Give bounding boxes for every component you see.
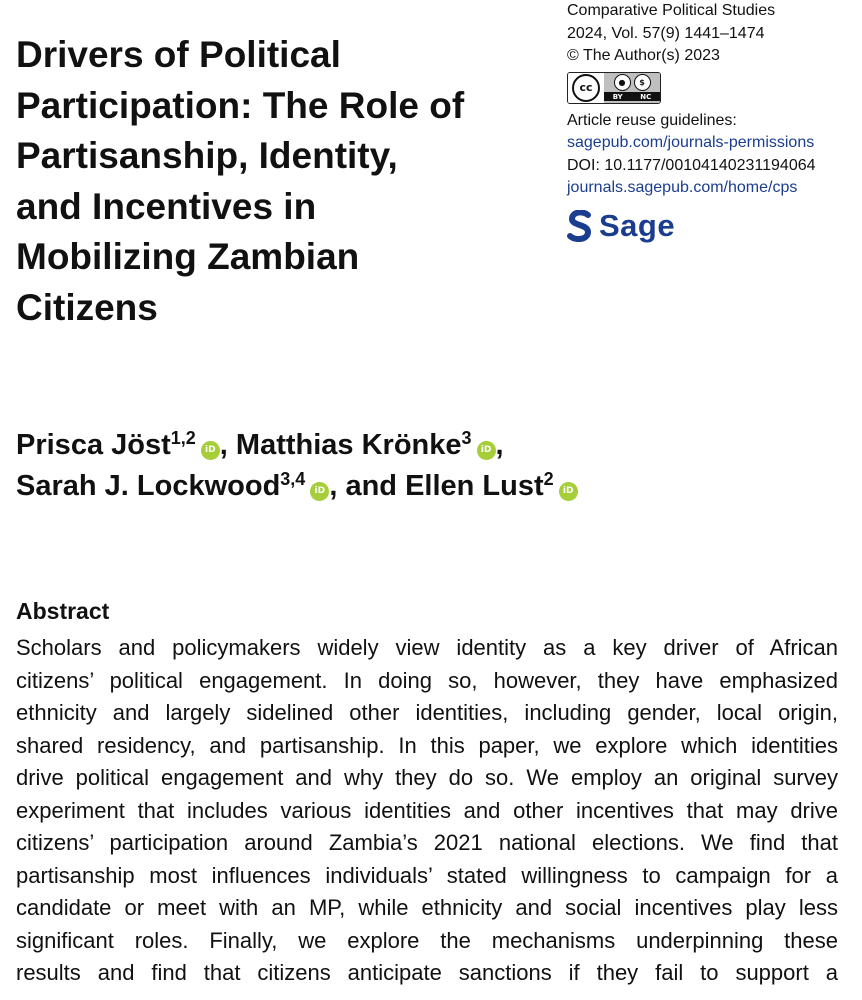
volume-info: 2024, Vol. 57(9) 1441–1474: [567, 24, 765, 42]
nc-dollar-icon: $: [634, 74, 651, 91]
by-label: BY: [612, 92, 623, 101]
author-separator: ,: [495, 429, 504, 461]
abstract-line: ethnicity and largely sidelined other identities, including gender, local origin,: [16, 700, 838, 725]
sage-wordmark: Sage: [599, 207, 676, 243]
abstract-line: Scholars and policymakers widely view identity as a key driver of African: [16, 635, 838, 660]
orcid-icon[interactable]: iD: [477, 441, 496, 460]
journal-info: [567, 0, 857, 244]
orcid-icon[interactable]: iD: [310, 482, 329, 501]
reuse-label: Article reuse guidelines:: [567, 111, 737, 129]
permissions-link[interactable]: sagepub.com/journals-permissions: [567, 134, 815, 151]
abstract-line: candidate or meet with an MP, while ethnicity and social incentives play less: [16, 895, 838, 920]
abstract-heading: Abstract: [16, 598, 110, 624]
abstract-line: drive political engagement and why they do so. We employ an original survey: [16, 765, 838, 790]
journal-home-link[interactable]: journals.sagepub.com/home/cps: [567, 179, 798, 196]
title-line: Participation: The Role of: [16, 84, 465, 126]
by-person-icon: ●: [614, 74, 631, 91]
abstract-line: partisanship most influences individuals’ stated willingness to campaign for a: [16, 862, 838, 888]
abstract-line: citizens’ participation around Zambia’s 2021 national elections. We find that: [16, 830, 838, 855]
author-affiliation: 1,2: [170, 428, 196, 448]
author-separator: , and: [329, 470, 406, 502]
author-affiliation: 2: [543, 469, 554, 489]
abstract-line: significant roles. Finally, we explore the mechanisms underpinning these: [16, 927, 838, 953]
author-separator: ,: [219, 429, 236, 461]
title-line: and Incentives in: [16, 185, 317, 227]
journal-name: Comparative Political Studies: [567, 2, 776, 19]
title-line: Mobilizing Zambian: [16, 236, 360, 277]
title-line: Citizens: [16, 286, 158, 328]
author-affiliation: 3: [461, 428, 472, 448]
orcid-icon[interactable]: iD: [559, 482, 578, 501]
author-list: [16, 425, 846, 507]
title-line: Partisanship, Identity,: [16, 135, 398, 176]
abstract-line: citizens’ political engagement. In doing so, however, they have emphasized: [16, 667, 838, 693]
sage-logo[interactable]: [567, 208, 857, 244]
abstract-line: shared residency, and partisanship. In this paper, we explore which identities: [16, 732, 838, 758]
title-line: Drivers of Political: [16, 34, 341, 75]
doi: DOI: 10.1177/00104140231194064: [567, 156, 816, 174]
author-name: Matthias Krönke: [235, 429, 462, 461]
author-line: [16, 466, 846, 507]
abstract-line: results and find that citizens anticipate sanctions if they fail to support a: [16, 960, 838, 985]
author-line: [16, 425, 846, 466]
orcid-icon[interactable]: iD: [201, 441, 220, 460]
author-name: Sarah J. Lockwood: [16, 470, 281, 502]
article-title: [16, 30, 556, 333]
nc-label: NC: [640, 92, 652, 101]
author-name: Prisca Jöst: [16, 429, 171, 461]
author-name: Ellen Lust: [405, 470, 544, 502]
cc-license-badge[interactable]: [567, 72, 661, 104]
abstract-body: [16, 632, 838, 990]
sage-s-icon: [567, 210, 593, 242]
cc-icon: cc: [572, 74, 600, 102]
copyright: © The Author(s) 2023: [567, 47, 720, 64]
author-affiliation: 3,4: [280, 469, 306, 489]
abstract-line: experiment that includes various identities and other incentives that may drive: [16, 797, 838, 823]
